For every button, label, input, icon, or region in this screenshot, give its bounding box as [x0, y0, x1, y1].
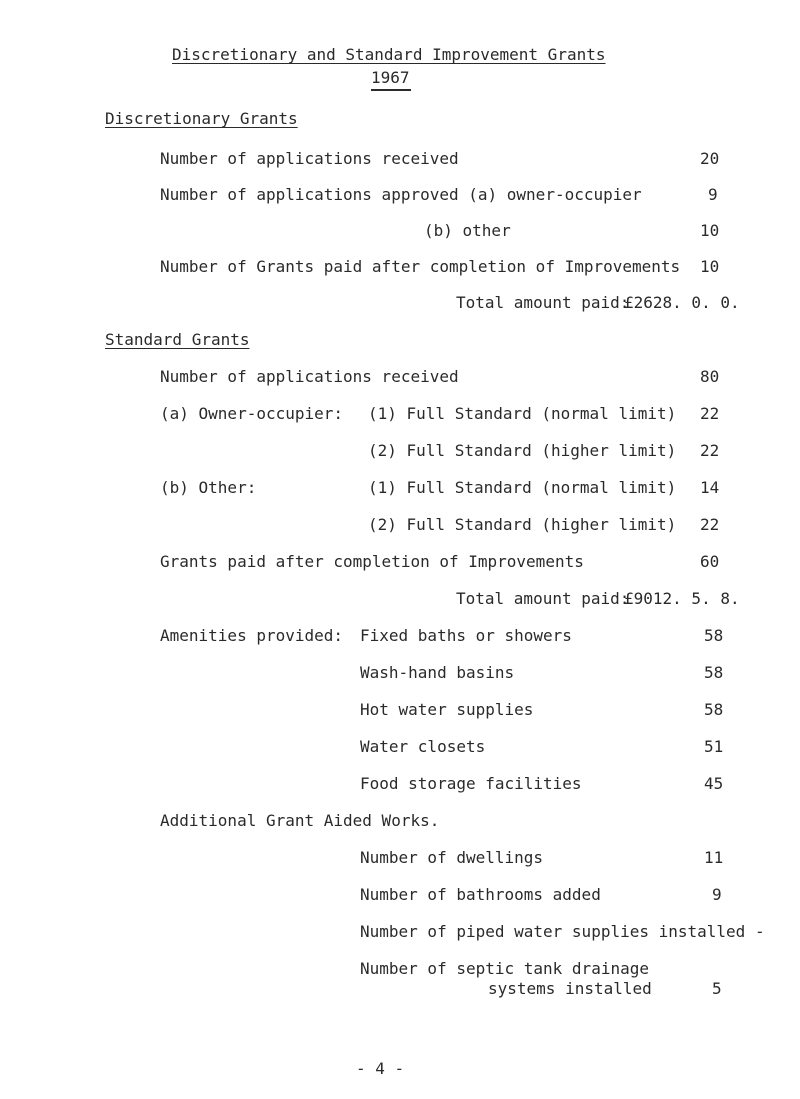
std-applications-value: 80	[700, 367, 720, 386]
standard-heading: Standard Grants	[105, 330, 250, 349]
amenity-label: Fixed baths or showers	[360, 626, 572, 645]
std-other-1-value: 14	[700, 478, 720, 497]
additional-dwellings-label: Number of dwellings	[360, 848, 544, 867]
std-applications-label: Number of applications received	[160, 367, 459, 386]
page-year: 1967	[371, 68, 410, 87]
std-other-2-label: (2) Full Standard (higher limit)	[368, 515, 677, 534]
std-other-1-label: (1) Full Standard (normal limit)	[368, 478, 677, 497]
disc-approved-other-value: 10	[700, 221, 720, 240]
additional-piped-water-label: Number of piped water supplies installed -	[360, 922, 765, 941]
amenity-label: Wash-hand basins	[360, 663, 515, 682]
additional-bathrooms-value: 9	[712, 885, 722, 904]
additional-heading: Additional Grant Aided Works.	[160, 811, 440, 830]
amenity-label: Water closets	[360, 737, 486, 756]
std-owner-2-label: (2) Full Standard (higher limit)	[368, 441, 677, 460]
additional-septic-label-line1: Number of septic tank drainage	[360, 959, 649, 978]
additional-septic-value: 5	[712, 979, 722, 998]
amenity-value: 45	[704, 774, 724, 793]
disc-total-value: £2628. 0. 0.	[624, 293, 740, 312]
disc-approved-owner-value: 9	[708, 185, 718, 204]
amenity-value: 58	[704, 663, 724, 682]
amenity-value: 58	[704, 700, 724, 719]
std-owner-1-label: (1) Full Standard (normal limit)	[368, 404, 677, 423]
std-owner-1-value: 22	[700, 404, 720, 423]
page-number: - 4 -	[356, 1059, 405, 1078]
additional-dwellings-value: 11	[704, 848, 724, 867]
disc-grants-paid-value: 10	[700, 257, 720, 276]
discretionary-heading: Discretionary Grants	[105, 109, 298, 128]
disc-total-label: Total amount paid:	[456, 293, 630, 312]
additional-septic-label-line2: systems installed	[488, 979, 652, 998]
std-total-value: £9012. 5. 8.	[624, 589, 740, 608]
year-underline	[371, 89, 411, 91]
std-grants-paid-label: Grants paid after completion of Improvements	[160, 552, 584, 571]
disc-grants-paid-label: Number of Grants paid after completion of Improvements	[160, 257, 681, 276]
disc-applications-label: Number of applications received	[160, 149, 459, 168]
amenity-value: 51	[704, 737, 724, 756]
amenity-label: Hot water supplies	[360, 700, 534, 719]
std-grants-paid-value: 60	[700, 552, 720, 571]
std-other-2-value: 22	[700, 515, 720, 534]
disc-approved-other-label: (b) other	[424, 221, 511, 240]
std-total-label: Total amount paid:	[456, 589, 630, 608]
amenities-label: Amenities provided:	[160, 626, 344, 645]
std-owner-label: (a) Owner-occupier:	[160, 404, 344, 423]
amenity-label: Food storage facilities	[360, 774, 582, 793]
std-owner-2-value: 22	[700, 441, 720, 460]
additional-bathrooms-label: Number of bathrooms added	[360, 885, 601, 904]
disc-applications-value: 20	[700, 149, 720, 168]
std-other-label: (b) Other:	[160, 478, 257, 497]
page-title: Discretionary and Standard Improvement Grants	[172, 45, 606, 64]
amenity-value: 58	[704, 626, 724, 645]
disc-approved-label: Number of applications approved (a) owner-occupier	[160, 185, 642, 204]
